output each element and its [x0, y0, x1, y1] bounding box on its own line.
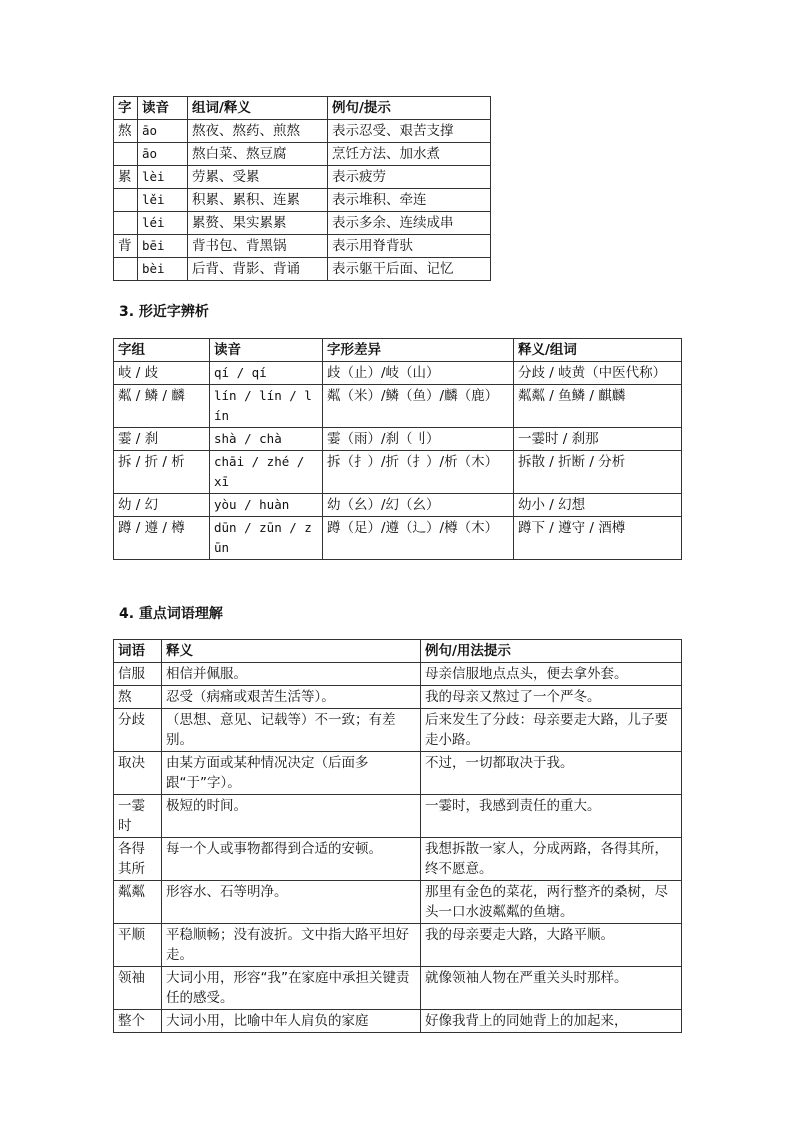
- table-cell: 粼（米）/鳞（鱼）/麟（鹿）: [323, 385, 514, 428]
- table-cell: 幼小 / 幻想: [514, 494, 682, 517]
- table-cell: 后来发生了分歧：母亲要走大路，儿子要走小路。: [421, 709, 682, 752]
- table-cell: 熬: [114, 120, 138, 143]
- table-cell: 蹲（足）/遵（辶）/樽（木）: [323, 517, 514, 560]
- table-row: [114, 709, 682, 752]
- table-row: [114, 120, 491, 143]
- table-cell: bèi: [138, 258, 188, 281]
- table-cell: 熬白菜、熬豆腐: [188, 143, 328, 166]
- col-header-reading: 读音: [210, 339, 323, 362]
- table-cell: 平稳顺畅；没有波折。文中指大路平坦好走。: [162, 924, 421, 967]
- table-cell: 幼 / 幻: [114, 494, 210, 517]
- table-cell: 霎 / 刹: [114, 428, 210, 451]
- table-cell: 我想拆散一家人，分成两路，各得其所，终不愿意。: [421, 838, 682, 881]
- table-row: [114, 166, 491, 189]
- table-cell: 一霎时: [114, 795, 162, 838]
- col-header-words: 组词/释义: [188, 97, 328, 120]
- table-cell: 一霎时 / 刹那: [514, 428, 682, 451]
- table-cell: yòu / huàn: [210, 494, 323, 517]
- table-cell: 分歧: [114, 709, 162, 752]
- table-cell: 熬夜、熬药、煎熬: [188, 120, 328, 143]
- table-row: [114, 838, 682, 881]
- table-row: [114, 967, 682, 1010]
- table-cell: 每一个人或事物都得到合适的安顿。: [162, 838, 421, 881]
- table-cell: 后背、背影、背诵: [188, 258, 328, 281]
- table-header-row: [114, 339, 682, 362]
- table-cell: 我的母亲又熬过了一个严冬。: [421, 686, 682, 709]
- table-row: [114, 686, 682, 709]
- table-row: [114, 258, 491, 281]
- table-cell: 整个: [114, 1010, 162, 1033]
- table-cell: 拆散 / 折断 / 分析: [514, 451, 682, 494]
- table-cell: bēi: [138, 235, 188, 258]
- table-cell: dūn / zūn / zūn: [210, 517, 323, 560]
- table-cell: 岐 / 歧: [114, 362, 210, 385]
- table-cell: [114, 143, 138, 166]
- similar-chars-table: [113, 338, 682, 560]
- table-cell: 累赘、果实累累: [188, 212, 328, 235]
- table-cell: 表示堆积、牵连: [328, 189, 491, 212]
- table-cell: 各得其所: [114, 838, 162, 881]
- table-cell: 表示躯干后面、记忆: [328, 258, 491, 281]
- table-cell: qí / qí: [210, 362, 323, 385]
- table-cell: 粼粼: [114, 881, 162, 924]
- section-heading-similar-chars: 3. 形近字辨析: [119, 304, 209, 320]
- table-cell: 分歧 / 岐黄（中医代称）: [514, 362, 682, 385]
- table-cell: 相信并佩服。: [162, 663, 421, 686]
- pronunciation-table: [113, 96, 491, 281]
- col-header-word: 词语: [114, 640, 162, 663]
- table-row: [114, 451, 682, 494]
- table-cell: 领袖: [114, 967, 162, 1010]
- table-header-row: [114, 97, 491, 120]
- table-cell: 一霎时，我感到责任的重大。: [421, 795, 682, 838]
- table-header-row: [114, 640, 682, 663]
- table-cell: 那里有金色的菜花，两行整齐的桑树，尽头一口水波粼粼的鱼塘。: [421, 881, 682, 924]
- table-cell: 烹饪方法、加水煮: [328, 143, 491, 166]
- table-cell: 平顺: [114, 924, 162, 967]
- table-cell: 由某方面或某种情况决定（后面多跟“于”字）。: [162, 752, 421, 795]
- table-row: [114, 1010, 682, 1033]
- table-cell: 幼（幺）/幻（幺）: [323, 494, 514, 517]
- section-heading-key-words: 4. 重点词语理解: [119, 606, 223, 622]
- table-row: [114, 212, 491, 235]
- table-cell: 累: [114, 166, 138, 189]
- table-cell: léi: [138, 212, 188, 235]
- key-words-table: [113, 639, 682, 1033]
- table-cell: 拆 / 折 / 析: [114, 451, 210, 494]
- table-cell: āo: [138, 143, 188, 166]
- table-cell: 粼 / 鳞 / 麟: [114, 385, 210, 428]
- table-row: [114, 362, 682, 385]
- table-cell: 我的母亲要走大路，大路平顺。: [421, 924, 682, 967]
- table-row: [114, 235, 491, 258]
- col-header-reading: 读音: [138, 97, 188, 120]
- table-cell: 极短的时间。: [162, 795, 421, 838]
- table-cell: 蹲 / 遵 / 樽: [114, 517, 210, 560]
- col-header-shape: 字形差异: [323, 339, 514, 362]
- table-row: [114, 663, 682, 686]
- table-cell: 拆（扌）/折（扌）/析（木）: [323, 451, 514, 494]
- table-cell: 表示疲劳: [328, 166, 491, 189]
- col-header-char: 字: [114, 97, 138, 120]
- col-header-meaning: 释义/组词: [514, 339, 682, 362]
- table-row: [114, 924, 682, 967]
- table-cell: 表示多余、连续成串: [328, 212, 491, 235]
- table-row: [114, 752, 682, 795]
- table-row: [114, 428, 682, 451]
- table-cell: shà / chà: [210, 428, 323, 451]
- table-row: [114, 189, 491, 212]
- table-cell: 好像我背上的同她背上的加起来，: [421, 1010, 682, 1033]
- table-cell: 背: [114, 235, 138, 258]
- table-cell: 就像领袖人物在严重关头时那样。: [421, 967, 682, 1010]
- table-cell: āo: [138, 120, 188, 143]
- table-cell: lěi: [138, 189, 188, 212]
- table-cell: [114, 258, 138, 281]
- table-cell: 歧（止）/岐（山）: [323, 362, 514, 385]
- table-cell: 大词小用，形容“我”在家庭中承担关键责任的感受。: [162, 967, 421, 1010]
- table-row: [114, 795, 682, 838]
- table-cell: 信服: [114, 663, 162, 686]
- table-row: [114, 143, 491, 166]
- table-cell: 忍受（病痛或艰苦生活等）。: [162, 686, 421, 709]
- table-row: [114, 517, 682, 560]
- table-cell: 积累、累积、连累: [188, 189, 328, 212]
- table-cell: 大词小用，比喻中年人肩负的家庭: [162, 1010, 421, 1033]
- table-cell: chāi / zhé / xī: [210, 451, 323, 494]
- table-cell: 粼粼 / 鱼鳞 / 麒麟: [514, 385, 682, 428]
- col-header-group: 字组: [114, 339, 210, 362]
- table-row: [114, 494, 682, 517]
- table-cell: 形容水、石等明净。: [162, 881, 421, 924]
- table-cell: 表示忍受、艰苦支撑: [328, 120, 491, 143]
- col-header-example: 例句/提示: [328, 97, 491, 120]
- table-cell: 取决: [114, 752, 162, 795]
- table-cell: 不过，一切都取决于我。: [421, 752, 682, 795]
- table-cell: 背书包、背黑锅: [188, 235, 328, 258]
- table-cell: 劳累、受累: [188, 166, 328, 189]
- table-cell: lín / lín / lín: [210, 385, 323, 428]
- table-cell: （思想、意见、记载等）不一致；有差别。: [162, 709, 421, 752]
- table-cell: [114, 212, 138, 235]
- table-row: [114, 385, 682, 428]
- col-header-usage: 例句/用法提示: [421, 640, 682, 663]
- table-cell: lèi: [138, 166, 188, 189]
- table-cell: [114, 189, 138, 212]
- table-cell: 母亲信服地点点头，便去拿外套。: [421, 663, 682, 686]
- table-cell: 霎（雨）/刹（刂）: [323, 428, 514, 451]
- table-cell: 蹲下 / 遵守 / 酒樽: [514, 517, 682, 560]
- col-header-definition: 释义: [162, 640, 421, 663]
- table-row: [114, 881, 682, 924]
- table-cell: 表示用脊背驮: [328, 235, 491, 258]
- table-cell: 熬: [114, 686, 162, 709]
